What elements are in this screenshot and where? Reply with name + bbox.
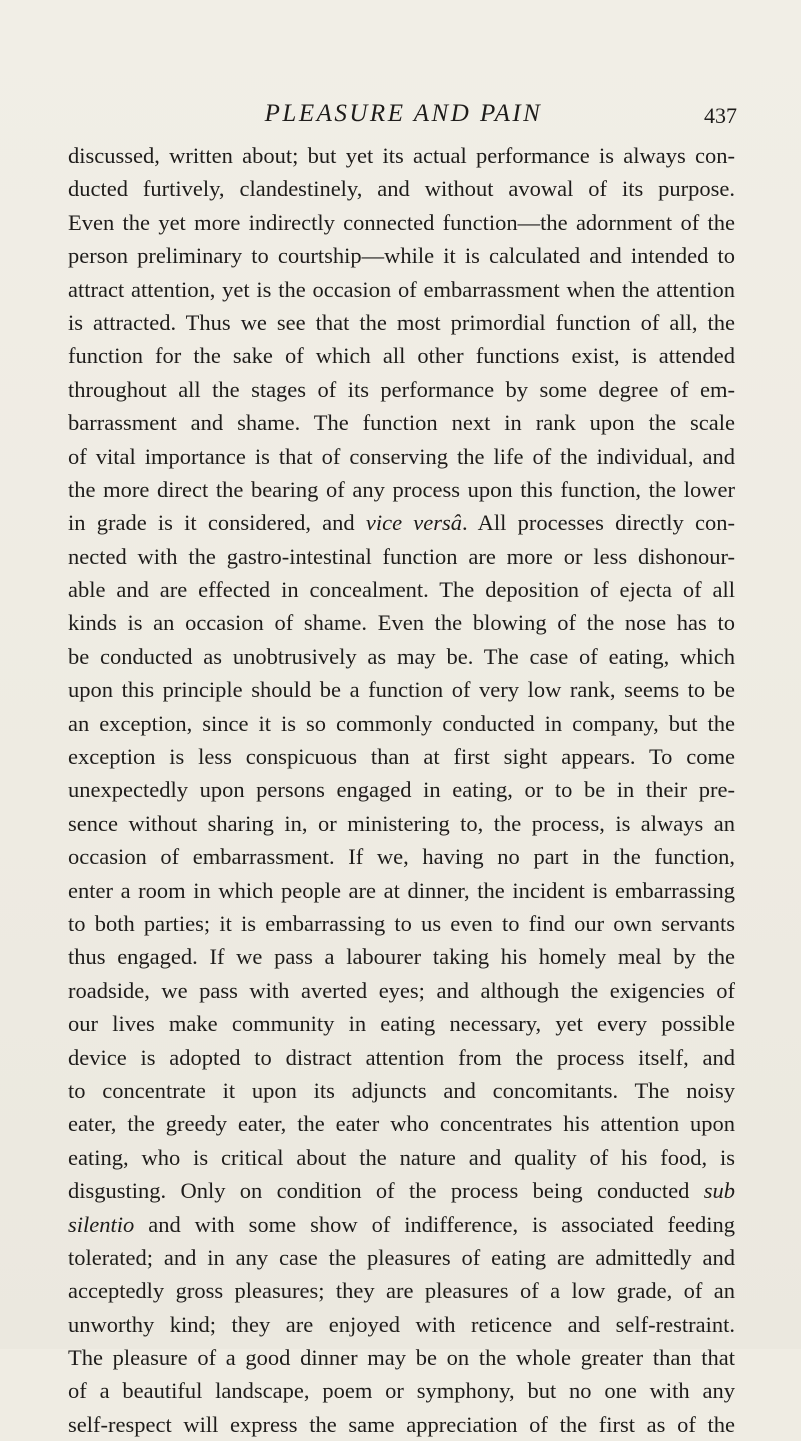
text-line: acceptedly gross pleasures; they are pleasures of a low grade, of an bbox=[68, 1278, 735, 1304]
text-line: eater, the greedy eater, the eater who concentrates his attention upon bbox=[68, 1111, 735, 1137]
text-line: to both parties; it is embarrassing to us even to find our own servants bbox=[68, 910, 735, 936]
text-line: sence without sharing in, or ministering to, the process, is always an bbox=[68, 810, 735, 836]
running-title: PLEASURE AND PAIN bbox=[264, 100, 543, 127]
italic-phrase: silentio bbox=[68, 1211, 135, 1237]
italic-phrase: vice versâ bbox=[365, 510, 463, 536]
text-line: disgusting. Only on condition of the process being conducted sub bbox=[68, 1178, 735, 1204]
text-line: to concentrate it upon its adjuncts and concomitants. The noisy bbox=[68, 1077, 735, 1103]
text-line: of a beautiful landscape, poem or symphony, but no one with any bbox=[68, 1378, 735, 1404]
italic-phrase: sub bbox=[703, 1178, 735, 1204]
text-line: throughout all the stages of its performance by some degree of em- bbox=[68, 376, 735, 402]
text-line: function for the sake of which all other functions exist, is attended bbox=[68, 343, 735, 369]
text-line: self-respect will express the same appreciation of the first as of the bbox=[68, 1411, 735, 1437]
text-line: our lives make community in eating necessary, yet every possible bbox=[68, 1011, 735, 1037]
text-line: kinds is an occasion of shame. Even the blowing of the nose has to bbox=[68, 610, 735, 636]
text-line: person preliminary to courtship—while it is calculated and intended to bbox=[68, 243, 735, 269]
text-line: Even the yet more indirectly connected function—the adornment of the bbox=[68, 209, 735, 235]
text-line: unexpectedly upon persons engaged in eating, or to be in their pre- bbox=[68, 777, 735, 803]
text-line: of vital importance is that of conserving the life of the individual, and bbox=[68, 443, 735, 469]
text-line: the more direct the bearing of any process upon this function, the lower bbox=[68, 476, 735, 502]
text-line: is attracted. Thus we see that the most primordial function of all, the bbox=[68, 309, 735, 335]
text-line: barrassment and shame. The function next in rank upon the scale bbox=[68, 410, 735, 436]
page-number: 437 bbox=[704, 103, 737, 128]
running-head bbox=[0, 96, 801, 136]
text-line: be conducted as unobtrusively as may be. The case of eating, which bbox=[68, 643, 735, 669]
body-text bbox=[68, 139, 735, 1441]
text-line: roadside, we pass with averted eyes; and although the exigencies of bbox=[68, 977, 735, 1003]
text-line: ducted furtively, clandestinely, and without avowal of its purpose. bbox=[68, 176, 735, 202]
text-line: device is adopted to distract attention from the process itself, and bbox=[68, 1044, 735, 1070]
text-line: nected with the gastro-intestinal function are more or less dishonour- bbox=[68, 543, 735, 569]
text-line: an exception, since it is so commonly conducted in company, but the bbox=[68, 710, 735, 736]
text-line: tolerated; and in any case the pleasures of eating are admittedly and bbox=[68, 1244, 735, 1270]
text-line: silentio and with some show of indifference, is associated feeding bbox=[68, 1211, 735, 1237]
text-line: discussed, written about; but yet its actual performance is always con- bbox=[68, 143, 735, 168]
text-line: eating, who is critical about the nature and quality of his food, is bbox=[68, 1144, 735, 1170]
text-line: in grade is it considered, and vice versâ. All processes directly con- bbox=[68, 510, 735, 536]
text-line: occasion of embarrassment. If we, having no part in the function, bbox=[68, 844, 735, 870]
text-line: exception is less conspicuous than at first sight appears. To come bbox=[68, 744, 735, 770]
text-line: unworthy kind; they are enjoyed with reticence and self-restraint. bbox=[68, 1311, 735, 1337]
text-line: upon this principle should be a function of very low rank, seems to be bbox=[68, 677, 735, 703]
text-line: able and are effected in concealment. The deposition of ejecta of all bbox=[68, 577, 735, 603]
text-line: attract attention, yet is the occasion of embarrassment when the attention bbox=[68, 276, 735, 302]
text-line: thus engaged. If we pass a labourer taking his homely meal by the bbox=[68, 944, 735, 970]
text-line: The pleasure of a good dinner may be on the whole greater than that bbox=[68, 1345, 735, 1371]
text-line: enter a room in which people are at dinner, the incident is embarrassing bbox=[68, 877, 735, 903]
